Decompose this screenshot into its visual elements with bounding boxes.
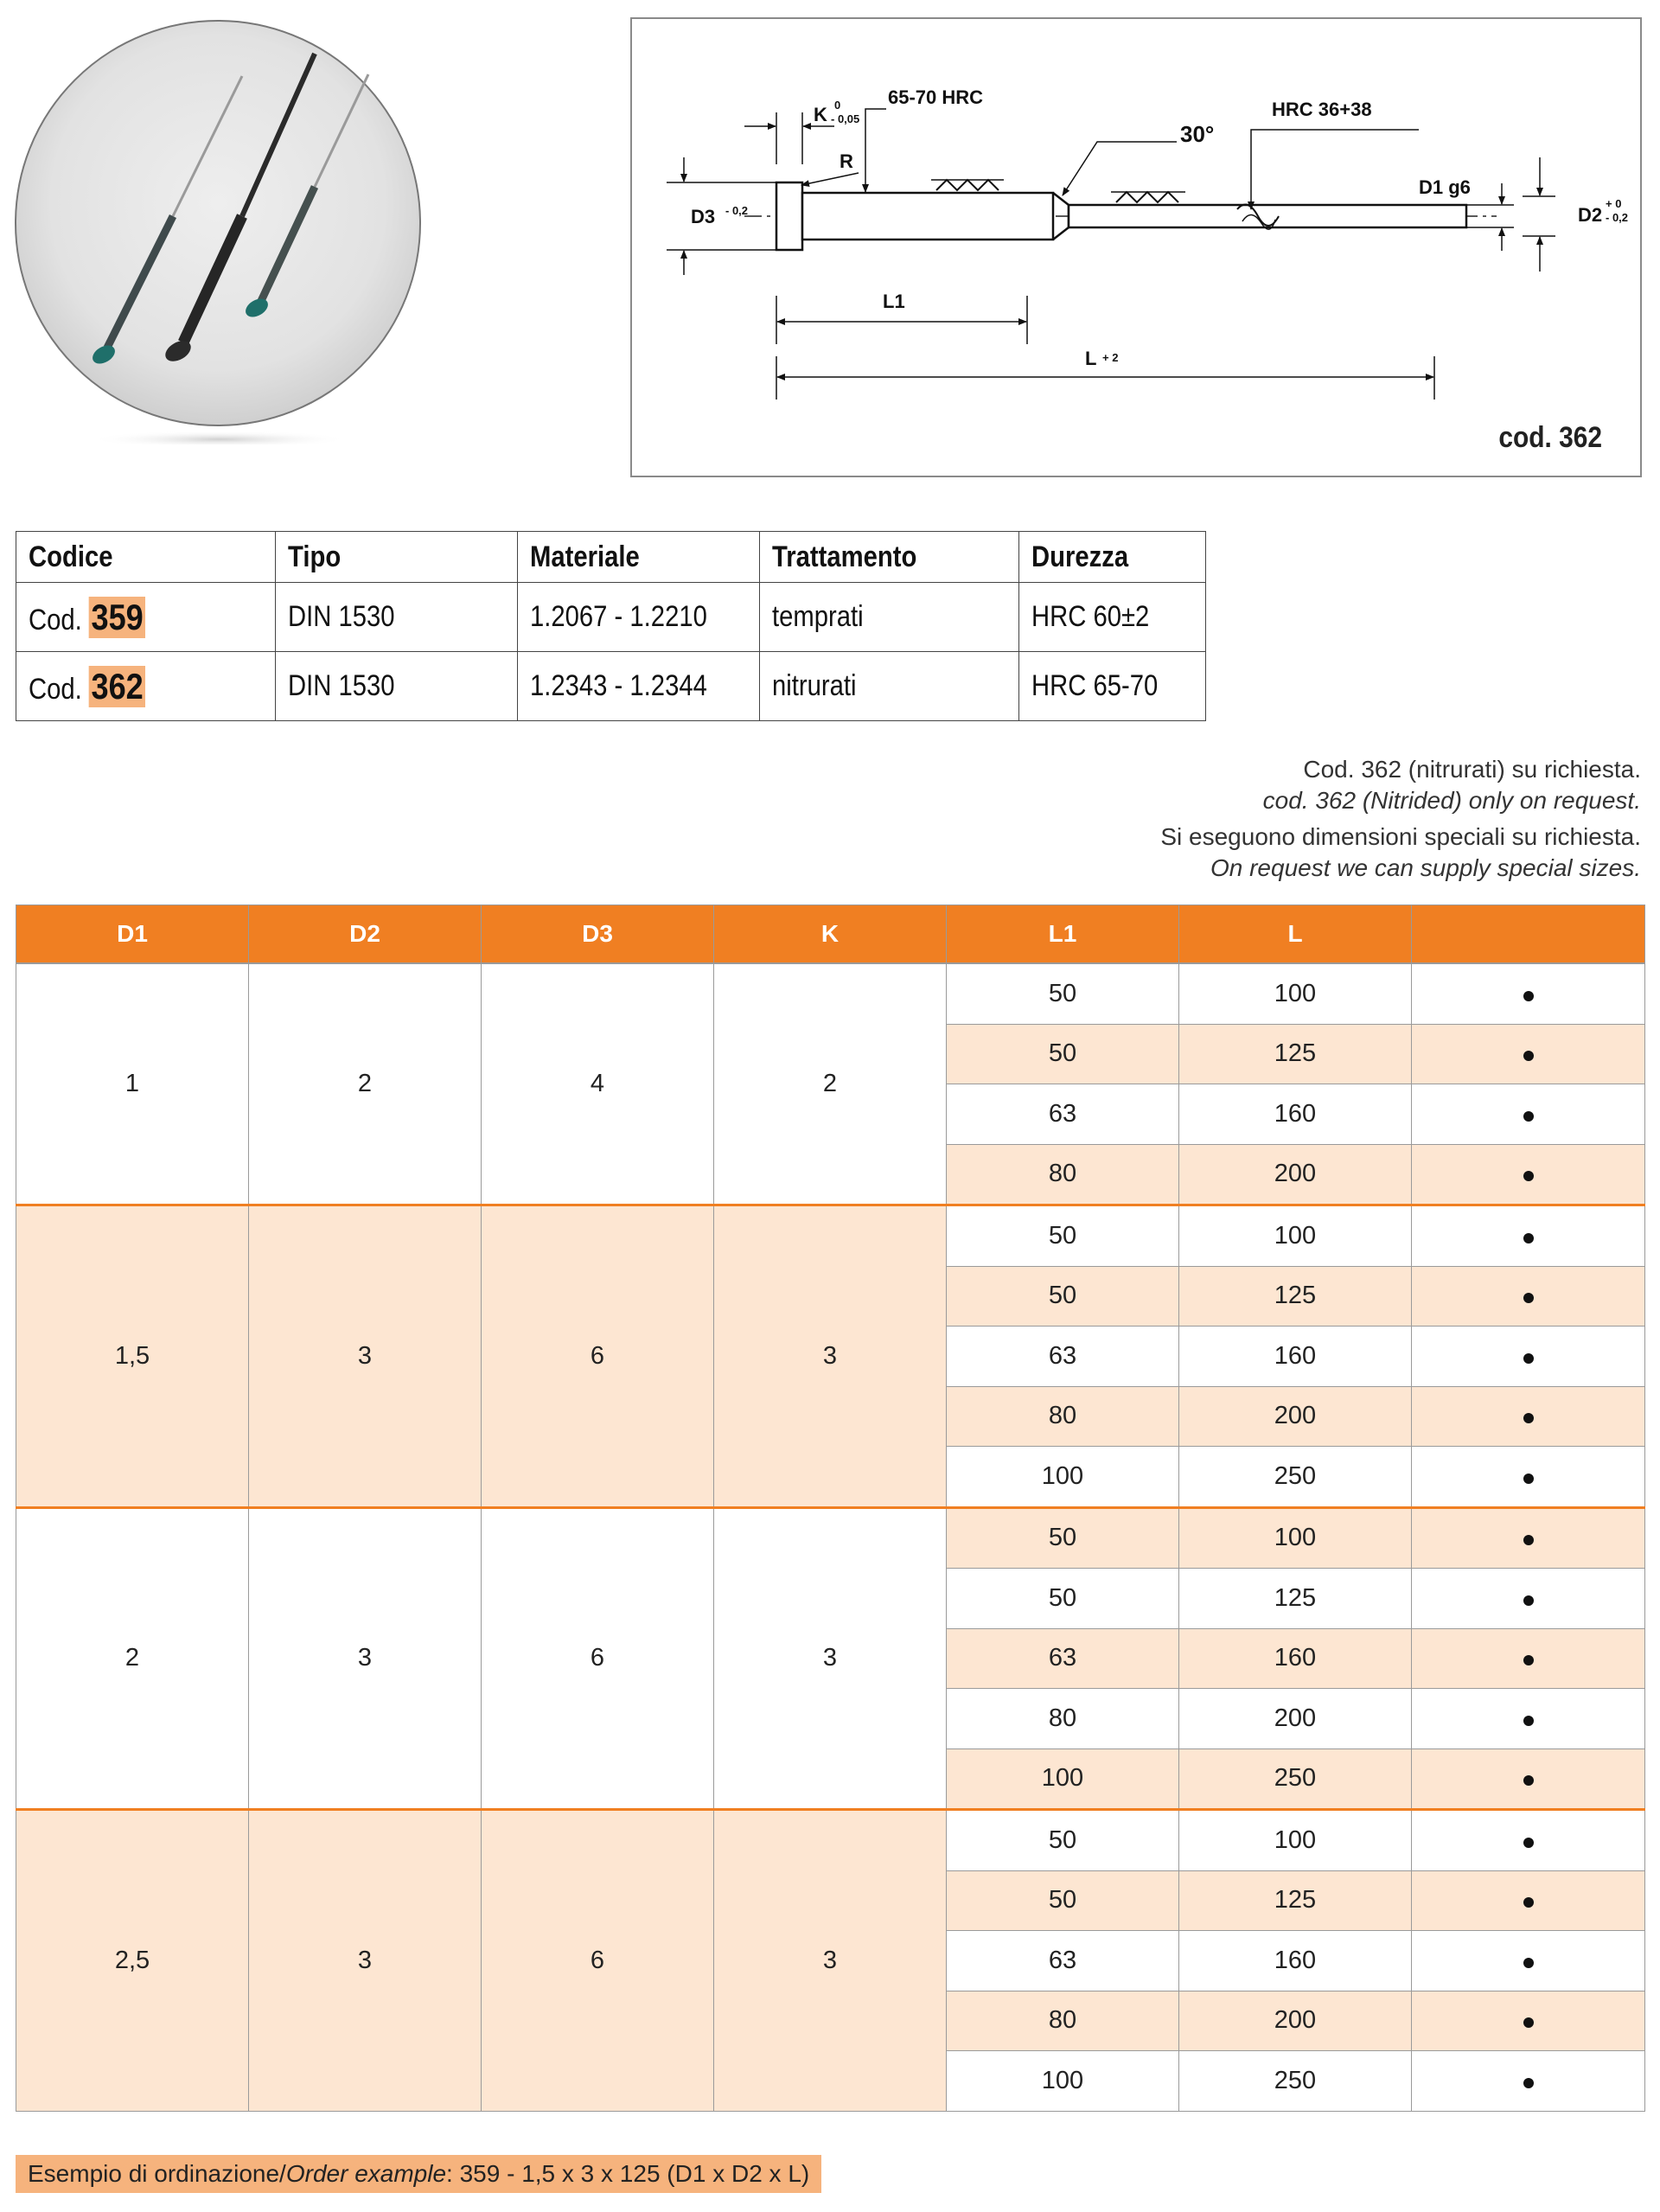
note-line: Si eseguono dimensioni speciali su richiesta. [1160, 823, 1641, 850]
availability-cell [1412, 1024, 1645, 1084]
availability-cell [1412, 1689, 1645, 1749]
note-line: Cod. 362 (nitrurati) su richiesta. [1303, 756, 1641, 783]
spec-materiale-cell: 1.2067 - 1.2210 [518, 583, 760, 652]
spec-header-durezza: Durezza [1019, 532, 1206, 583]
availability-cell [1412, 1205, 1645, 1267]
dim-header-row [16, 905, 1645, 964]
available-dot-icon [1523, 1838, 1534, 1848]
dim-header-availability [1412, 905, 1645, 964]
spec-trattamento-cell: nitrurati [760, 652, 1019, 721]
l-cell: 100 [1179, 1507, 1412, 1569]
spec-header-materiale: Materiale [518, 532, 760, 583]
spec-header-trattamento: Trattamento [760, 532, 1019, 583]
d3-tol: - 0,2 [725, 204, 749, 217]
technical-drawing [630, 17, 1642, 477]
k-tol-top: 0 [834, 99, 841, 112]
l-cell: 160 [1179, 1084, 1412, 1145]
l1-label: L1 [883, 291, 905, 312]
order-example-prefix: Esempio di ordinazione/ [28, 2160, 286, 2187]
dim-table-body [16, 963, 1645, 2111]
available-dot-icon [1523, 2078, 1534, 2088]
available-dot-icon [1523, 1051, 1534, 1061]
l1-cell: 80 [947, 1991, 1179, 2051]
spec-tipo-cell: DIN 1530 [276, 652, 518, 721]
spec-durezza-cell: HRC 60±2 [1019, 583, 1206, 652]
dim-header-l1: L1 [947, 905, 1179, 964]
available-dot-icon [1523, 1775, 1534, 1786]
table-row [16, 1205, 1645, 1267]
l-cell: 100 [1179, 963, 1412, 1024]
spec-header-tipo: Tipo [276, 532, 518, 583]
l-cell: 125 [1179, 1870, 1412, 1931]
availability-cell [1412, 1386, 1645, 1447]
l1-cell: 50 [947, 1507, 1179, 1569]
k-label: K [814, 104, 827, 125]
availability-cell [1412, 1810, 1645, 1871]
dim-header-d3: D3 [482, 905, 714, 964]
spec-durezza-cell: HRC 65-70 [1019, 652, 1206, 721]
spec-row [16, 652, 1206, 721]
d2-tol-bottom: - 0,2 [1606, 211, 1629, 224]
available-dot-icon [1523, 1655, 1534, 1665]
order-example-italic: Order example [285, 2160, 447, 2187]
order-example-suffix: : 359 - 1,5 x 3 x 125 (D1 x D2 x L) [446, 2160, 810, 2187]
spec-trattamento-cell: temprati [760, 583, 1019, 652]
l1-cell: 100 [947, 2051, 1179, 2112]
l1-cell: 63 [947, 1931, 1179, 1991]
spec-row [16, 583, 1206, 652]
d3-label: D3 [691, 206, 716, 227]
available-dot-icon [1523, 1595, 1534, 1606]
group-d1-cell: 2,5 [16, 1810, 249, 2112]
availability-cell [1412, 1628, 1645, 1689]
angle-label: 30° [1180, 121, 1215, 147]
available-dot-icon [1523, 1233, 1534, 1243]
availability-cell [1412, 1749, 1645, 1810]
spec-header-codice: Codice [16, 532, 276, 583]
dim-header-l: L [1179, 905, 1412, 964]
available-dot-icon [1523, 1293, 1534, 1303]
l-cell: 200 [1179, 1386, 1412, 1447]
spec-header-row [16, 532, 1206, 583]
availability-cell [1412, 1266, 1645, 1327]
group-d2-cell: 3 [249, 1810, 482, 2112]
dim-header-d1: D1 [16, 905, 249, 964]
dim-header-k: K [714, 905, 947, 964]
l1-cell: 80 [947, 1144, 1179, 1205]
availability-cell [1412, 1084, 1645, 1145]
dim-header-d2: D2 [249, 905, 482, 964]
code-badge: 359 [89, 597, 145, 638]
available-dot-icon [1523, 991, 1534, 1001]
table-row [16, 1507, 1645, 1569]
l-cell: 250 [1179, 1749, 1412, 1810]
group-d1-cell: 2 [16, 1507, 249, 1810]
k-tol-bottom: - 0,05 [831, 112, 860, 125]
spec-table [16, 531, 1206, 721]
group-d1-cell: 1,5 [16, 1205, 249, 1508]
l1-cell: 50 [947, 1205, 1179, 1267]
hardness-shaft-label: HRC 36+38 [1272, 99, 1372, 120]
l-cell: 100 [1179, 1205, 1412, 1267]
available-dot-icon [1523, 1716, 1534, 1726]
table-row [16, 963, 1645, 1024]
l-cell: 100 [1179, 1810, 1412, 1871]
availability-cell [1412, 963, 1645, 1024]
l-cell: 160 [1179, 1931, 1412, 1991]
availability-cell [1412, 1144, 1645, 1205]
l-cell: 250 [1179, 1447, 1412, 1508]
l-cell: 160 [1179, 1628, 1412, 1689]
l1-cell: 50 [947, 963, 1179, 1024]
l1-cell: 80 [947, 1386, 1179, 1447]
drawing-svg [632, 19, 1640, 476]
spec-code-cell: Cod. 362 [16, 652, 276, 721]
r-label: R [840, 150, 853, 172]
notes [1160, 754, 1641, 884]
d2-tol-top: + 0 [1606, 197, 1622, 210]
spec-tipo-cell: DIN 1530 [276, 583, 518, 652]
order-example [16, 2155, 821, 2193]
available-dot-icon [1523, 1353, 1534, 1364]
available-dot-icon [1523, 2017, 1534, 2028]
group-k-cell: 3 [714, 1507, 947, 1810]
l1-cell: 63 [947, 1628, 1179, 1689]
l-cell: 125 [1179, 1266, 1412, 1327]
l-cell: 125 [1179, 1569, 1412, 1629]
group-d3-cell: 6 [482, 1810, 714, 2112]
group-k-cell: 2 [714, 963, 947, 1205]
l1-cell: 50 [947, 1870, 1179, 1931]
l-tol: + 2 [1102, 351, 1119, 364]
l1-cell: 63 [947, 1084, 1179, 1145]
note-line-italic: On request we can supply special sizes. [1210, 854, 1641, 881]
d2-label: D2 [1578, 204, 1603, 226]
availability-cell [1412, 1327, 1645, 1387]
group-d3-cell: 6 [482, 1205, 714, 1508]
l-cell: 200 [1179, 1991, 1412, 2051]
l-cell: 125 [1179, 1024, 1412, 1084]
dimensions-table [16, 905, 1645, 2112]
group-d2-cell: 3 [249, 1205, 482, 1508]
group-d3-cell: 4 [482, 963, 714, 1205]
product-photo [12, 12, 424, 444]
drawing-code-label: cod. 362 [1498, 421, 1602, 454]
l1-cell: 100 [947, 1749, 1179, 1810]
table-row [16, 1810, 1645, 1871]
l-cell: 200 [1179, 1144, 1412, 1205]
l1-cell: 50 [947, 1569, 1179, 1629]
l-cell: 200 [1179, 1689, 1412, 1749]
group-d3-cell: 6 [482, 1507, 714, 1810]
available-dot-icon [1523, 1897, 1534, 1908]
available-dot-icon [1523, 1535, 1534, 1545]
spec-code-cell: Cod. 359 [16, 583, 276, 652]
group-k-cell: 3 [714, 1205, 947, 1508]
l1-cell: 80 [947, 1689, 1179, 1749]
l-cell: 160 [1179, 1327, 1412, 1387]
availability-cell [1412, 2051, 1645, 2112]
group-d2-cell: 2 [249, 963, 482, 1205]
available-dot-icon [1523, 1413, 1534, 1423]
l1-cell: 63 [947, 1327, 1179, 1387]
availability-cell [1412, 1931, 1645, 1991]
available-dot-icon [1523, 1111, 1534, 1122]
note-line-italic: cod. 362 (Nitrided) only on request. [1262, 787, 1641, 814]
availability-cell [1412, 1569, 1645, 1629]
l1-cell: 50 [947, 1024, 1179, 1084]
available-dot-icon [1523, 1958, 1534, 1968]
available-dot-icon [1523, 1474, 1534, 1484]
spec-materiale-cell: 1.2343 - 1.2344 [518, 652, 760, 721]
l1-cell: 100 [947, 1447, 1179, 1508]
d1-label: D1 g6 [1419, 176, 1471, 198]
l-label: L [1085, 348, 1097, 369]
group-d2-cell: 3 [249, 1507, 482, 1810]
availability-cell [1412, 1991, 1645, 2051]
available-dot-icon [1523, 1171, 1534, 1181]
l1-cell: 50 [947, 1266, 1179, 1327]
l1-cell: 50 [947, 1810, 1179, 1871]
group-d1-cell: 1 [16, 963, 249, 1205]
availability-cell [1412, 1507, 1645, 1569]
hardness-head-label: 65-70 HRC [888, 86, 984, 108]
l-cell: 250 [1179, 2051, 1412, 2112]
code-badge: 362 [89, 666, 145, 707]
availability-cell [1412, 1870, 1645, 1931]
availability-cell [1412, 1447, 1645, 1508]
group-k-cell: 3 [714, 1810, 947, 2112]
